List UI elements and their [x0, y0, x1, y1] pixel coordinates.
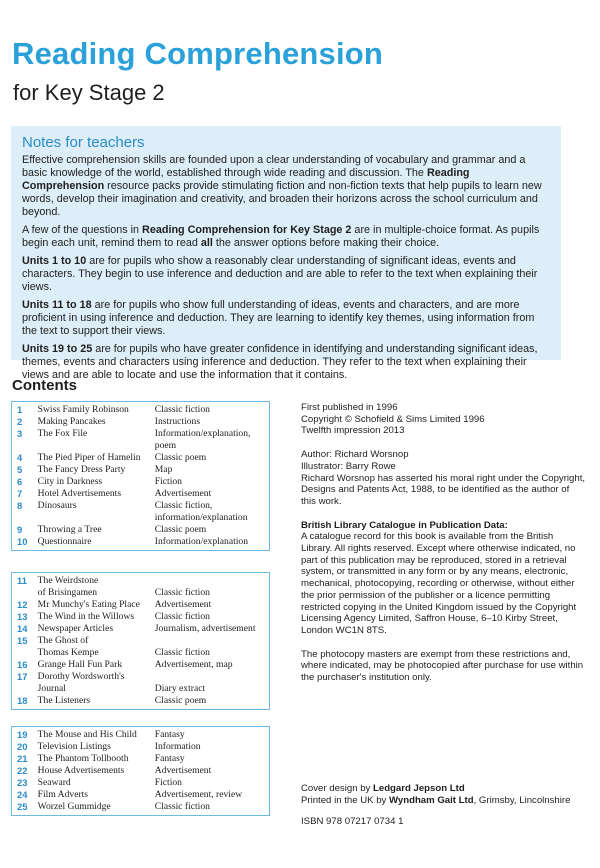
contents-group-units-1-10	[11, 401, 270, 551]
unit-genre: Classic poem	[154, 524, 207, 535]
unit-genre: Classic poem	[154, 452, 207, 463]
unit-number: 21	[17, 753, 28, 764]
first-published: First published in 1996	[301, 402, 398, 413]
unit-title: The Mouse and His Child	[37, 729, 137, 740]
unit-title: Thomas Kempe	[37, 647, 99, 658]
unit-genre: Advertisement, review	[154, 789, 243, 800]
unit-genre: Instructions	[154, 416, 201, 427]
unit-title: Worzel Gummidge	[37, 801, 111, 812]
unit-number: 12	[17, 599, 28, 610]
contents-row	[17, 623, 265, 635]
unit-title: City in Darkness	[37, 476, 103, 487]
unit-number: 14	[17, 623, 28, 634]
contents-row	[17, 695, 265, 707]
unit-number: 11	[17, 575, 27, 586]
contents-row	[17, 741, 265, 753]
unit-genre: Information	[154, 741, 201, 752]
unit-genre: Diary extract	[154, 683, 206, 694]
notes-paragraph: A few of the questions in Reading Comprehension for Key Stage 2 are in multiple-choice format. As pupils begin each unit, remind them to read all the answer options before making their choice.	[22, 224, 540, 249]
unit-genre: information/explanation	[154, 512, 248, 523]
unit-genre	[155, 671, 265, 683]
copyright-line: Copyright © Schofield & Sims Limited 1996	[301, 413, 485, 425]
contents-row	[17, 801, 265, 813]
contents-row	[17, 512, 265, 524]
unit-genre: Fiction	[154, 476, 182, 487]
unit-genre: Fantasy	[154, 729, 185, 740]
contents-row	[17, 659, 265, 671]
unit-genre: Classic fiction,	[154, 500, 213, 511]
notes-heading: Notes for teachers	[22, 134, 145, 151]
unit-genre: poem	[154, 440, 177, 451]
unit-title: Questionnaire	[37, 536, 92, 547]
contents-row	[17, 587, 265, 599]
unit-genre: Advertisement, map	[154, 659, 233, 670]
contents-row	[17, 536, 265, 548]
contents-row	[17, 476, 265, 488]
unit-number: 23	[17, 777, 28, 788]
contents-row	[17, 729, 265, 741]
unit-genre: Classic fiction	[154, 647, 210, 658]
unit-title: Newspaper Articles	[37, 623, 114, 634]
unit-number: 24	[17, 789, 28, 800]
unit-title: Dinosaurs	[37, 500, 77, 511]
cover-designer: Ledgard Jepson Ltd	[373, 783, 465, 794]
contents-heading: Contents	[12, 377, 77, 394]
unit-title: Film Adverts	[37, 789, 89, 800]
contents-row	[17, 789, 265, 801]
unit-title: House Advertisements	[37, 765, 125, 776]
moral-right-text: Richard Worsnop has asserted his moral right under the Copyright, Designs and Patents Act, 1988, to be identified as the author of this work.	[301, 472, 586, 507]
contents-row	[17, 599, 265, 611]
unit-title: Seaward	[37, 777, 71, 788]
unit-number: 16	[17, 659, 28, 670]
contents-row	[17, 575, 265, 587]
unit-title: The Pied Piper of Hamelin	[37, 452, 141, 463]
unit-number: 17	[17, 671, 28, 682]
unit-genre	[155, 635, 265, 647]
unit-genre	[155, 575, 265, 587]
unit-number: 22	[17, 765, 28, 776]
contents-group-units-19-25	[11, 726, 270, 816]
unit-title: The Weirdstone	[37, 575, 99, 586]
unit-title	[38, 512, 155, 524]
unit-number: 10	[17, 536, 28, 547]
contents-row	[17, 671, 265, 683]
unit-title: Making Pancakes	[37, 416, 106, 427]
photocopy-notice: The photocopy masters are exempt from these restrictions and, where indicated, may be photocopied after purchase for use within the purchaser's institution only.	[301, 648, 584, 684]
unit-number: 6	[17, 476, 23, 487]
unit-title: The Ghost of	[37, 635, 89, 646]
page-title: Reading Comprehension	[12, 36, 384, 71]
unit-number	[17, 647, 38, 659]
notes-paragraph: Units 1 to 10 are for pupils who show a reasonably clear understanding of significant ideas, events and characters. They begin to use inference and deduction and are able to refer to the text when explaining their views.	[22, 255, 538, 293]
unit-title: The Fancy Dress Party	[37, 464, 126, 475]
unit-number: 13	[17, 611, 28, 622]
notes-for-teachers-panel	[11, 126, 561, 381]
unit-number: 2	[17, 416, 23, 427]
contents-row	[17, 404, 265, 416]
unit-title: of Brisingamen	[37, 587, 98, 598]
bl-catalogue-heading: British Library Catalogue in Publication Data:	[301, 519, 508, 531]
unit-genre: Fantasy	[154, 753, 185, 764]
unit-number: 18	[17, 695, 28, 706]
unit-genre: Classic fiction	[154, 611, 210, 622]
unit-genre: Classic poem	[154, 695, 207, 706]
impression-line: Twelfth impression 2013	[301, 425, 405, 437]
contents-row	[17, 611, 265, 623]
bl-catalogue-text: A catalogue record for this book is available from the British Library. All rights reserved. Except where otherwise indicated, no part of this publication may be reproduced, stored in a retrieval system, or transmitted in any form or by any means, electronic, mechanical, photocopying, recording or otherwise, without either the prior permission of the publisher or a licence permitting restricted copying in the United Kingdom issued by the Copyright Licensing Agency Limited, Saffron House, 6–10 Kirby Street, London WC1N 8TS.	[301, 531, 577, 636]
unit-title: The Wind in the Willows	[37, 611, 135, 622]
contents-row	[17, 440, 265, 452]
unit-title: Television Listings	[37, 741, 111, 752]
unit-title: Throwing a Tree	[37, 524, 102, 535]
cover-design-line: Cover design by Ledgard Jepson Ltd	[301, 783, 465, 794]
unit-title: Journal	[37, 683, 66, 694]
unit-title: The Fox File	[37, 428, 88, 439]
unit-number	[17, 587, 38, 599]
unit-number: 1	[17, 404, 23, 415]
unit-number: 7	[17, 488, 23, 499]
unit-number: 19	[17, 729, 28, 740]
contents-row	[17, 464, 265, 476]
contents-row	[17, 753, 265, 765]
unit-genre: Map	[154, 464, 173, 475]
unit-genre: Advertisement	[154, 599, 212, 610]
unit-genre: Advertisement	[154, 488, 212, 499]
unit-number: 3	[17, 428, 23, 439]
contents-row	[17, 647, 265, 659]
notes-paragraph: Units 19 to 25 are for pupils who have greater confidence in identifying and understanding significant ideas, themes, events and characters using inference and deduction. They refer to the text when explaining their views and are able to locate and use the information that it contains.	[22, 343, 538, 381]
contents-group-units-11-18	[11, 572, 270, 710]
unit-title: The Phantom Tollbooth	[37, 753, 129, 764]
unit-genre: Information/explanation,	[154, 428, 251, 439]
unit-genre: Journalism, advertisement	[154, 623, 256, 634]
unit-number: 9	[17, 524, 23, 535]
contents-row	[17, 683, 265, 695]
unit-number: 4	[17, 452, 23, 463]
unit-genre: Fiction	[154, 777, 182, 788]
contents-row	[17, 524, 265, 536]
unit-genre: Classic fiction	[154, 801, 210, 812]
unit-genre: Information/explanation	[154, 536, 249, 547]
contents-row	[17, 765, 265, 777]
unit-number	[17, 512, 38, 524]
page-subtitle: for Key Stage 2	[13, 80, 165, 105]
unit-genre: Classic fiction	[154, 587, 210, 598]
credits	[301, 783, 586, 828]
illustrator-line: Illustrator: Barry Rowe	[301, 460, 396, 472]
printer-name: Wyndham Gait Ltd	[389, 794, 474, 806]
unit-number	[17, 683, 38, 695]
unit-genre: Advertisement	[154, 765, 212, 776]
contents-row	[17, 428, 265, 440]
unit-title: Grange Hall Fun Park	[37, 659, 123, 670]
contents-row	[17, 416, 265, 428]
unit-number: 8	[17, 500, 23, 511]
unit-number: 5	[17, 464, 23, 475]
unit-title: Swiss Family Robinson	[37, 404, 129, 415]
unit-title: Hotel Advertisements	[37, 488, 122, 499]
unit-number	[17, 440, 38, 452]
notes-paragraph: Units 11 to 18 are for pupils who show full understanding of ideas, events and characters, and are more proficient in using inference and deduction. They are learning to identify key themes, using information from the text to support their views.	[22, 299, 535, 337]
unit-number: 20	[17, 741, 28, 752]
unit-number: 15	[17, 635, 28, 646]
unit-title: Mr Munchy's Eating Place	[37, 599, 140, 610]
author-line: Author: Richard Worsnop	[301, 449, 409, 461]
unit-number: 25	[17, 801, 28, 812]
unit-genre: Classic fiction	[154, 404, 210, 415]
publication-info	[301, 402, 586, 684]
contents-row	[17, 777, 265, 789]
contents-row	[17, 500, 265, 512]
printed-line: Printed in the UK by Wyndham Gait Ltd, Grimsby, Lincolnshire	[301, 794, 571, 806]
unit-title	[38, 440, 155, 452]
isbn: ISBN 978 07217 0734 1	[301, 816, 404, 828]
unit-title: Dorothy Wordsworth's	[37, 671, 125, 682]
notes-paragraph: Effective comprehension skills are founded upon a clear understanding of vocabulary and grammar and a basic knowledge of the world, established through wide reading and discussion. The Reading Comprehension resource packs provide stimulating fiction and non-fiction texts that help pupils to learn new words, develop their imagination and creativity, and broaden their horizons across the school curriculum and beyond.	[22, 154, 542, 218]
contents-row	[17, 635, 265, 647]
unit-title: The Listeners	[37, 695, 91, 706]
contents-row	[17, 488, 265, 500]
contents-row	[17, 452, 265, 464]
